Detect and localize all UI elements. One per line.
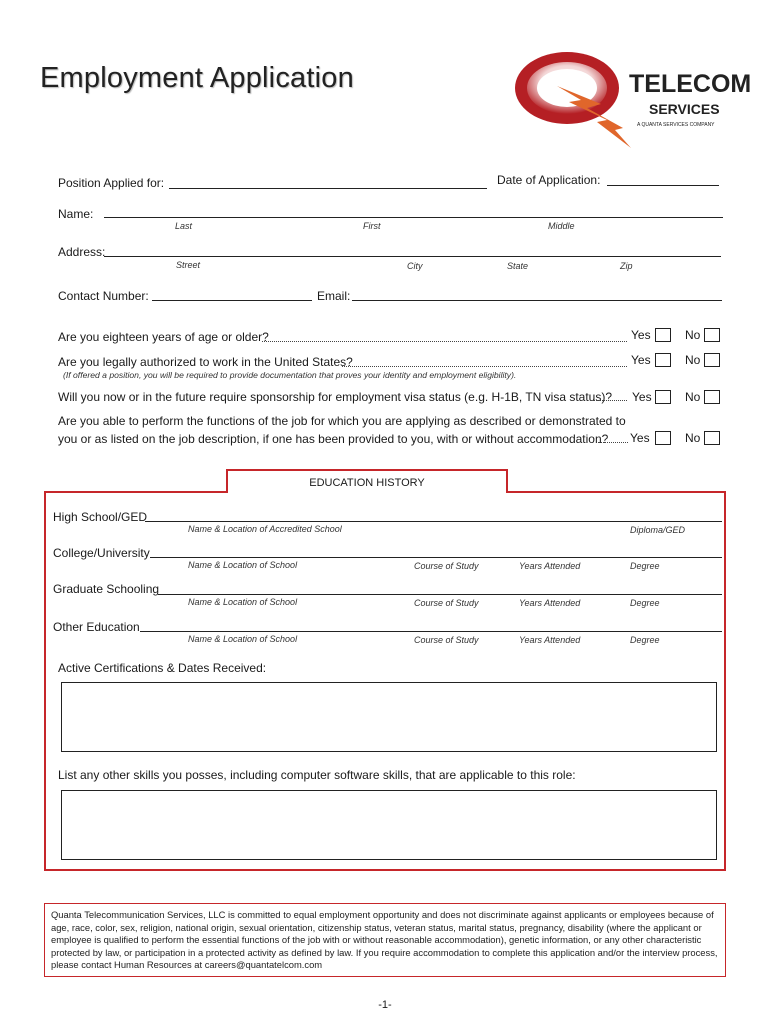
q1-no-checkbox[interactable] bbox=[704, 328, 720, 342]
address-input[interactable] bbox=[104, 256, 721, 257]
contact-input[interactable] bbox=[152, 300, 312, 301]
page-title: Employment Application bbox=[40, 62, 354, 94]
contact-label: Contact Number: bbox=[58, 289, 149, 303]
graduate-sub-years: Years Attended bbox=[519, 598, 581, 608]
q1-yes-label: Yes bbox=[631, 328, 651, 342]
college-label: College/University bbox=[53, 546, 150, 560]
q2-yes-label: Yes bbox=[631, 353, 651, 367]
question-perform-line2: you or as listed on the job description, if one has been provided to you, with or without accommodation? bbox=[58, 432, 609, 446]
college-input[interactable] bbox=[150, 557, 722, 558]
other-sub-course: Course of Study bbox=[414, 635, 479, 645]
company-logo bbox=[505, 46, 752, 152]
svg-text:TELECOM: TELECOM bbox=[629, 70, 752, 98]
page-number: -1- bbox=[378, 999, 392, 1011]
certifications-label: Active Certifications & Dates Received: bbox=[58, 661, 267, 675]
name-sub-middle: Middle bbox=[548, 221, 575, 231]
question-perform-line1: Are you able to perform the functions of the job for which you are applying as described or demonstrated to bbox=[58, 414, 626, 428]
dot-leader bbox=[342, 366, 627, 367]
svg-text:SERVICES: SERVICES bbox=[649, 101, 720, 117]
skills-textarea[interactable] bbox=[61, 790, 717, 860]
q4-no-label: No bbox=[685, 431, 701, 445]
dot-leader bbox=[593, 400, 627, 401]
hs-sub-diploma: Diploma/GED bbox=[630, 525, 686, 535]
certifications-textarea[interactable] bbox=[61, 682, 717, 752]
q2-no-label: No bbox=[685, 353, 701, 367]
address-sub-state: State bbox=[507, 261, 529, 271]
q3-no-checkbox[interactable] bbox=[704, 390, 720, 404]
graduate-input[interactable] bbox=[158, 594, 722, 595]
high-school-input[interactable] bbox=[145, 521, 722, 522]
other-sub-school: Name & Location of School bbox=[188, 634, 298, 644]
education-header: EDUCATION HISTORY bbox=[226, 469, 508, 493]
svg-text:A QUANTA SERVICES COMPANY: A QUANTA SERVICES COMPANY bbox=[637, 122, 715, 128]
q3-yes-checkbox[interactable] bbox=[655, 390, 671, 404]
q4-yes-checkbox[interactable] bbox=[655, 431, 671, 445]
graduate-sub-degree: Degree bbox=[630, 598, 660, 608]
position-label: Position Applied for: bbox=[58, 176, 165, 190]
name-sub-first: First bbox=[363, 221, 381, 231]
q3-yes-label: Yes bbox=[632, 390, 652, 404]
quanta-q-logo-icon bbox=[505, 46, 752, 152]
name-sub-last: Last bbox=[175, 221, 193, 231]
college-sub-school: Name & Location of School bbox=[188, 560, 298, 570]
high-school-label: High School/GED bbox=[53, 510, 148, 524]
address-label: Address: bbox=[58, 245, 106, 259]
other-sub-years: Years Attended bbox=[519, 635, 581, 645]
question-age: Are you eighteen years of age or older? bbox=[58, 330, 269, 344]
address-sub-city: City bbox=[407, 261, 423, 271]
graduate-sub-course: Course of Study bbox=[414, 598, 479, 608]
graduate-label: Graduate Schooling bbox=[53, 582, 160, 596]
date-input[interactable] bbox=[607, 185, 719, 186]
q1-yes-checkbox[interactable] bbox=[655, 328, 671, 342]
q3-no-label: No bbox=[685, 390, 701, 404]
position-input[interactable] bbox=[169, 188, 487, 189]
skills-label: List any other skills you posses, including computer software skills, that are applicable to this role: bbox=[58, 768, 576, 782]
question-authorized-note: (If offered a position, you will be required to provide documentation that proves your identity and employment eligibility). bbox=[63, 370, 517, 380]
q4-yes-label: Yes bbox=[630, 431, 650, 445]
hs-sub-school: Name & Location of Accredited School bbox=[188, 524, 342, 534]
date-label: Date of Application: bbox=[497, 173, 601, 187]
q2-no-checkbox[interactable] bbox=[704, 353, 720, 367]
question-authorized: Are you legally authorized to work in the United States? bbox=[58, 355, 353, 369]
other-sub-degree: Degree bbox=[630, 635, 660, 645]
question-sponsorship: Will you now or in the future require sponsorship for employment visa status (e.g. H-1B, TN visa status)? bbox=[58, 390, 613, 404]
address-sub-street: Street bbox=[176, 260, 201, 270]
email-label: Email: bbox=[317, 289, 351, 303]
name-input[interactable] bbox=[104, 217, 723, 218]
college-sub-degree: Degree bbox=[630, 561, 660, 571]
other-education-label: Other Education bbox=[53, 620, 140, 634]
q4-no-checkbox[interactable] bbox=[704, 431, 720, 445]
address-sub-zip: Zip bbox=[620, 261, 633, 271]
graduate-sub-school: Name & Location of School bbox=[188, 597, 298, 607]
dot-leader bbox=[598, 442, 628, 443]
college-sub-course: Course of Study bbox=[414, 561, 479, 571]
q1-no-label: No bbox=[685, 328, 701, 342]
dot-leader bbox=[262, 341, 627, 342]
name-label: Name: bbox=[58, 207, 94, 221]
email-input[interactable] bbox=[352, 300, 722, 301]
college-sub-years: Years Attended bbox=[519, 561, 581, 571]
other-education-input[interactable] bbox=[140, 631, 722, 632]
eeo-statement: Quanta Telecommunication Services, LLC is committed to equal employment opportunity and does not discriminate against applicants or employees because of age, race, color, sex, religion, national origin, sexual orientation, citizenship status, veteran status, marital status, pregnancy, disability (where the applicant or employee is qualified to perform the essential functions of the job with or without reasonable accommodation), genetic information, or any other characteristic protected by law, or participation in a protected activity as defined by law. If you require accommodation to complete this application and/or the interview process, please contact Human Resources at careers@quantatelcom.com bbox=[44, 903, 726, 977]
q2-yes-checkbox[interactable] bbox=[655, 353, 671, 367]
